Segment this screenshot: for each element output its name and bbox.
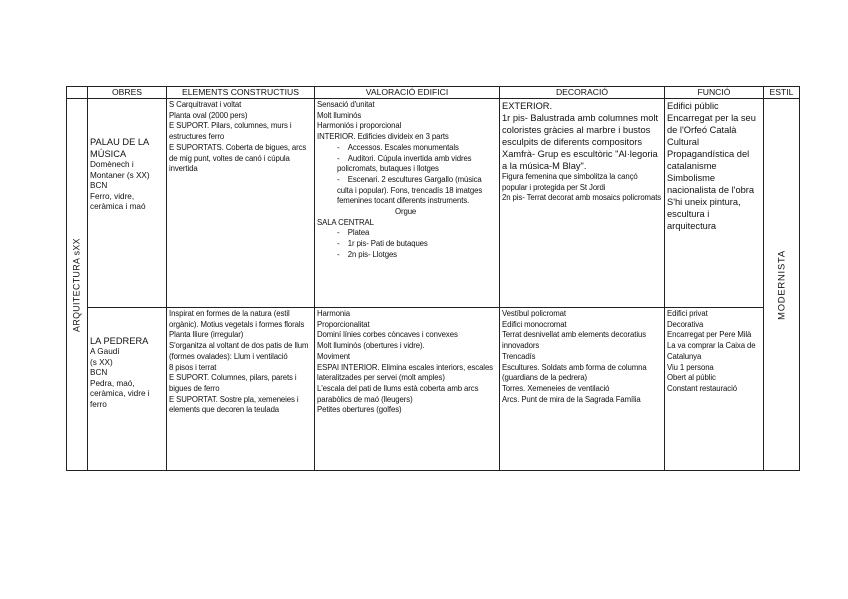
obra-name: PALAU DE LA MÚSICA xyxy=(90,137,149,159)
obra-line: BCN xyxy=(90,368,108,378)
sala-bullet: - 2n pis- Llotges xyxy=(337,249,397,259)
decoracio-cell xyxy=(500,308,665,471)
obra-line: Domènech i Montaner (s XX) xyxy=(90,160,150,180)
elements-line: S'organitza al voltant de dos patis de llum (formes ovalades): Llum i ventilació xyxy=(169,341,309,361)
funcio-line: Constant restauració xyxy=(667,383,737,393)
elements-line: Planta lliure (irregular) xyxy=(169,330,244,340)
elements-line: E SUPORTATS. Coberta de bigues, arcs de mig punt, voltes de canó i cúpula invertida xyxy=(169,142,307,174)
valoracio-line: ESPAI INTERIOR. Elimina escales interiors, escales lateralitzades per servei (molt amples) xyxy=(317,362,493,383)
elements-line: S Carquitravat i voltat xyxy=(169,100,242,109)
valoracio-bullet: - Escenari. 2 escultures Gargallo (música culta i popular). Fons, trencadís 18 imatges femenines tocant diferents instruments. xyxy=(337,174,483,206)
valoracio-cell xyxy=(315,308,500,471)
valoracio-line: L'escala del pati de llums està coberta amb arcs parabòlics de maó (lleugers) xyxy=(317,383,479,404)
elements-line: E SUPORT. Pilars, columnes, murs i estructures ferro xyxy=(169,121,292,142)
valoracio-line: Harmoniós i proporcional xyxy=(317,121,402,131)
obra-line: Pedra, maó, ceràmica, vidre i ferro xyxy=(90,378,150,409)
decoracio-line: Trencadís xyxy=(502,351,536,361)
header-obres: OBRES xyxy=(88,87,167,99)
decoracio-line: Figura femenina que simbolitza la cançó popular i protegida per St Jordi xyxy=(502,172,638,192)
category-label: ARQUITECTURA sXX xyxy=(71,237,82,332)
table-row xyxy=(67,308,800,471)
elements-cell xyxy=(167,308,315,471)
style-cell xyxy=(764,99,800,471)
header-blank xyxy=(67,87,88,99)
elements-line: E SUPORTAT. Sostre pla, xemeneies i elements que decoren la teulada xyxy=(169,394,299,415)
valoracio-bullet: - Accessos. Escales monumentals xyxy=(337,142,459,152)
header-elements: ELEMENTS CONSTRUCTIUS xyxy=(167,87,315,99)
decoracio-line: Xamfrà- Grup es escultòric "Al·legoria a la música-M Blay". xyxy=(502,149,658,171)
decoracio-cell xyxy=(500,99,665,308)
funcio-line: Obert al públic xyxy=(667,373,716,383)
sala-central-title: SALA CENTRAL xyxy=(317,217,374,227)
decoracio-line: Terrat desnivellat amb elements decoratius innovadors xyxy=(502,330,647,351)
header-funcio: FUNCIÓ xyxy=(665,87,764,99)
obra-cell xyxy=(88,308,167,471)
funcio-line: S'hi uneix pintura, escultura i arquitectura xyxy=(667,197,741,231)
elements-line: E SUPORT. Columnes, pilars, parets i bigues de ferro xyxy=(169,373,297,393)
funcio-cell xyxy=(665,99,764,308)
sala-bullet: - Platea xyxy=(337,228,370,238)
valoracio-line: Proporcionalitat xyxy=(317,319,370,329)
decoracio-line: Arcs. Punt de mira de la Sagrada Família xyxy=(502,394,641,404)
funcio-cell xyxy=(665,308,764,471)
table-row xyxy=(67,99,800,308)
header-estil: ESTIL xyxy=(764,87,800,99)
header-valoracio: VALORACIÓ EDIFICI xyxy=(315,87,500,99)
decoracio-line: EXTERIOR. xyxy=(502,101,553,111)
valoracio-line: Molt lluminós (obertures i vidre). xyxy=(317,341,425,351)
valoracio-line: Dominí línies corbes còncaves i convexes xyxy=(317,330,458,340)
funcio-line: Simbolisme nacionalista de l'obra xyxy=(667,173,755,195)
decoracio-line: Vestíbul policromat xyxy=(502,309,566,318)
valoracio-line: Petites obertures (golfes) xyxy=(317,405,402,415)
valoracio-line: Moviment xyxy=(317,351,350,361)
valoracio-line: Sensació d'unitat xyxy=(317,100,375,109)
header-row xyxy=(67,87,800,99)
obra-cell xyxy=(88,99,167,308)
sala-bullet: - 1r pis- Pati de butaques xyxy=(337,239,428,249)
obra-line: Ferro, vidre, ceràmica i maó xyxy=(90,191,146,212)
obra-name: LA PEDRERA xyxy=(90,336,149,346)
obra-line: (s XX) xyxy=(90,357,113,367)
obra-line: BCN xyxy=(90,181,108,191)
decoracio-line: Edifici monocromat xyxy=(502,319,567,329)
funcio-line: Viu 1 persona xyxy=(667,362,714,372)
style-label: MODERNISTA xyxy=(775,249,787,320)
valoracio-orgue: Orgue xyxy=(395,207,417,217)
elements-line: Inspirat en formes de la natura (estil orgànic). Motius vegetals i formes florals xyxy=(169,309,305,329)
art-history-table xyxy=(66,86,800,471)
decoracio-line: Torres. Xemeneies de ventilació xyxy=(502,383,610,393)
valoracio-cell xyxy=(315,99,500,308)
funcio-line: Cultural xyxy=(667,137,700,147)
category-cell xyxy=(67,99,88,471)
decoracio-line: 1r pis- Balustrada amb columnes molt coloristes gràcies al marbre i bustos esculpits de diferents compositors xyxy=(502,113,659,147)
valoracio-line: Harmonia xyxy=(317,309,350,318)
obra-line: A Gaudí xyxy=(90,347,120,356)
header-decoracio: DECORACIÓ xyxy=(500,87,665,99)
valoracio-line: INTERIOR. Edificies divideix en 3 parts xyxy=(317,132,449,142)
decoracio-line: 2n pis- Terrat decorat amb mosaics policromats xyxy=(502,193,662,203)
valoracio-bullet: - Auditori. Cúpula invertida amb vidres policromats, butaques i llotges xyxy=(337,153,472,174)
decoracio-line: Escultures. Soldats amb forma de columna (guardians de la pedrera) xyxy=(502,362,647,383)
funcio-line: Edifici públic xyxy=(667,101,719,111)
funcio-line: Decorativa xyxy=(667,319,704,329)
funcio-line: Encarregat per la seu de l'Orfeó Català xyxy=(667,113,756,135)
elements-line: Planta oval (2000 pers) xyxy=(169,110,248,120)
funcio-line: Propagandística del catalanisme xyxy=(667,149,750,171)
funcio-line: La va comprar la Caixa de Catalunya xyxy=(667,341,756,361)
funcio-line: Edifici privat xyxy=(667,309,708,318)
elements-line: 8 pisos i terrat xyxy=(169,362,217,372)
valoracio-line: Molt lluminós xyxy=(317,110,362,120)
elements-cell xyxy=(167,99,315,308)
funcio-line: Encarregat per Pere Milà xyxy=(667,330,752,340)
